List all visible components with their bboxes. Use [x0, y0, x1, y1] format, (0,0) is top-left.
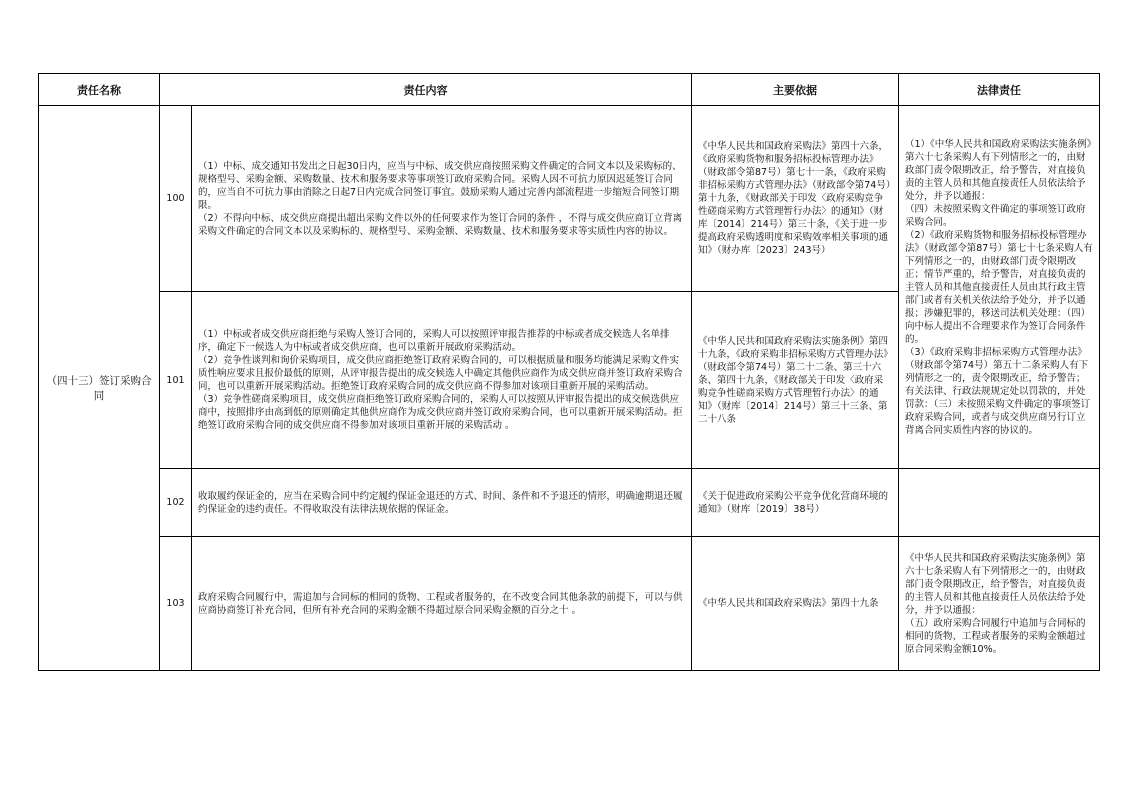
legal-paragraph: 《中华人民共和国政府采购法实施条例》第六十七条采购人有下列情形之一的，由财政部门责令限期改正，给予警告，对直接负责的主管人员和其他直接责任人员依法给予处分，并予以通报： — [905, 552, 1086, 616]
content-paragraph: （1）中标、成交通知书发出之日起30日内，应当与中标、成交供应商按照采购文件确定的合同文本以及采购标的、规格型号、采购金额、采购数量、技术和服务要求等事项签订政府采购合同。采购人因不可抗力原因迟延签订合同的，应当自不可抗力事由消除之日起7日内完成合同签订事宜。鼓励采购人通过完善内部流程进一步缩短合同签订期限。 — [198, 160, 682, 211]
content-paragraph: （2）不得向中标、成交供应商提出超出采购文件以外的任何要求作为签订合同的条件 ，不得与成交供应商订立背离采购文件确定的合同文本以及采购标的、规格型号、采购金额、采购数量、技术和服务要求等实质性内容的协议。 — [198, 212, 683, 237]
legal-paragraph: （1）《中华人民共和国政府采购法实施条例》第六十七条采购人有下列情形之一的，由财政部门责令限期改正，给予警告，对直接负责的主管人员和其他直接责任人员依法给予处分，并予以通报： — [905, 138, 1092, 202]
responsibility-name: （四十三）签订采购合同 — [39, 106, 160, 671]
row-content — [192, 537, 692, 671]
responsibility-table — [38, 73, 1100, 671]
content-paragraph: 政府采购合同履行中，需追加与合同标的相同的货物、工程或者服务的，在不改变合同其他条款的前提下，可以与供应商协商签订补充合同，但所有补充合同的采购金额不得超过原合同采购金额的百分之十 。 — [198, 591, 683, 616]
row-basis: 《中华人民共和国政府采购法实施条例》第四十九条，《政府采购非招标采购方式管理办法》（财政部令第74号）第二十二条、第三十六条、第四十九条，《财政部关于印发〈政府采购竞争性磋商采购方式管理暂行办法〉的通知》（财库〔2014〕214号）第三十三条、第二十八条 — [692, 292, 899, 469]
row-number: 101 — [160, 292, 192, 469]
header-basis: 主要依据 — [692, 74, 899, 106]
legal-responsibility — [899, 106, 1100, 469]
row-number: 102 — [160, 469, 192, 537]
legal-paragraph: （五）政府采购合同履行中追加与合同标的相同的货物、工程或者服务的采购金额超过原合同采购金额10%。 — [905, 617, 1086, 655]
header-name: 责任名称 — [39, 74, 160, 106]
table-row — [39, 469, 1100, 537]
content-paragraph: （2）竞争性谈判和询价采购项目，成交供应商拒绝签订政府采购合同的，可以根据质量和服务均能满足采购文件实质性响应要求且报价最低的原则，从评审报告提出的成交候选人中确定其他供应商作为成交供应商并签订政府采购合同，也可以重新开展采购活动。拒绝签订政府采购合同的成交供应商不得参加对该项目重新开展的采购活动。 — [198, 355, 683, 392]
legal-responsibility-empty — [899, 469, 1100, 537]
row-content — [192, 469, 692, 537]
content-paragraph: （3）竞争性磋商采购项目，成交供应商拒绝签订政府采购合同的，采购人可以按照从评审报告提出的成交候选供应商中，按照排序由高到低的原则确定其他供应商作为成交供应商并签订政府采购合同，也可以重新开展采购活动。拒绝签订政府采购合同的成交供应商不得参加对该项目重新开展的采购活动 。 — [198, 394, 683, 431]
table-row — [39, 537, 1100, 671]
legal-paragraph: （3）《政府采购非招标采购方式管理办法》（财政部令第74号）第五十二条采购人有下列情形之一的，责令限期改正，给予警告；有关法律、行政法规规定处以罚款的，并处罚款：（三）未按照采购文件确定的事项签订政府采购合同，或者与成交供应商另行订立背离合同实质性内容的协议的。 — [905, 346, 1091, 436]
row-content — [192, 106, 692, 292]
row-number: 103 — [160, 537, 192, 671]
content-paragraph: （1）中标或者成交供应商拒绝与采购人签订合同的，采购人可以按照评审报告推荐的中标或者成交候选人名单排序，确定下一候选人为中标或者成交供应商，也可以重新开展政府采购活动。 — [198, 329, 670, 353]
legal-paragraph: （2）《政府采购货物和服务招标投标管理办法》（财政部令第87号）第七十七条采购人有下列情形之一的，由财政部门责令限期改正；情节严重的，给予警告，对直接负责的主管人员和其他直接责任人员由其行政主管部门或者有关机关依法给予处分，并予以通报；涉嫌犯罪的，移送司法机关处理：（四）向中标人提出不合理要求作为签订合同条件的。 — [905, 229, 1093, 345]
row-basis: 《中华人民共和国政府采购法》第四十六条，《政府采购货物和服务招标投标管理办法》（财政部令第87号）第七十一条，《政府采购非招标采购方式管理办法》（财政部令第74号）第十九条，《财政部关于印发〈政府采购竞争性磋商采购方式管理暂行办法〉的通知》（财库〔2014〕214号）第三十条，《关于进一步提高政府采购透明度和采购效率相关事项的通知》（财办库〔2023〕243号） — [692, 106, 899, 292]
header-legal: 法律责任 — [899, 74, 1100, 106]
row-basis: 《关于促进政府采购公平竞争优化营商环境的通知》（财库〔2019〕38号） — [692, 469, 899, 537]
legal-paragraph: （四）未按照采购文件确定的事项签订政府采购合同。 — [905, 203, 1086, 228]
legal-responsibility — [899, 537, 1100, 671]
content-paragraph: 收取履约保证金的，应当在采购合同中约定履约保证金退还的方式、时间、条件和不予退还的情形，明确逾期退还履约保证金的违约责任。不得收取没有法律法规依据的保证金。 — [198, 490, 683, 515]
row-content — [192, 292, 692, 469]
table-row — [39, 106, 1100, 292]
header-row — [39, 74, 1100, 106]
header-content: 责任内容 — [160, 74, 692, 106]
row-basis: 《中华人民共和国政府采购法》第四十九条 — [692, 537, 899, 671]
row-number: 100 — [160, 106, 192, 292]
